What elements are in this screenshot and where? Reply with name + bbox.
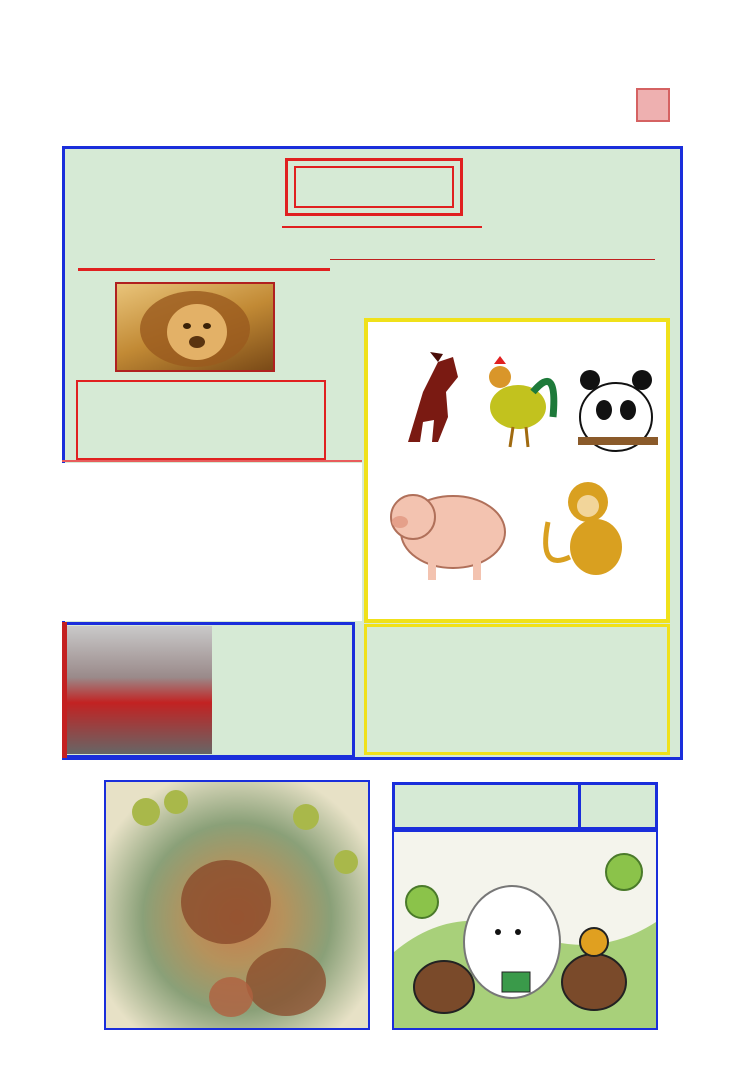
monkey-painting	[104, 780, 370, 1030]
horse-icon	[408, 352, 458, 442]
last-result	[332, 240, 344, 254]
notice-text	[78, 382, 324, 390]
divider	[578, 782, 581, 830]
decode-image	[392, 830, 658, 1030]
divider	[330, 259, 655, 260]
athlete-image	[66, 626, 212, 754]
seal-stamp	[636, 88, 670, 122]
decode-header	[392, 782, 658, 830]
divider	[282, 226, 482, 228]
animal-panel	[364, 318, 670, 623]
divider	[62, 460, 362, 462]
monkey-icon	[546, 482, 622, 575]
rooster-icon	[489, 356, 554, 447]
pig-icon	[391, 495, 505, 580]
divider	[78, 268, 330, 271]
ziwu-panel	[364, 624, 670, 755]
brand-title	[294, 166, 454, 208]
notice-box	[76, 380, 326, 460]
panda-icon	[578, 370, 658, 451]
divider	[62, 622, 67, 758]
blank-area	[62, 463, 362, 621]
lion-image	[115, 282, 275, 372]
